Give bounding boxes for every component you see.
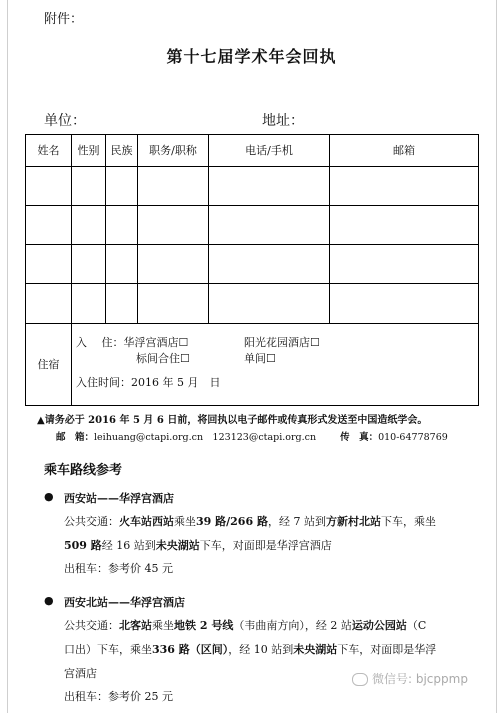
table-row: [26, 284, 479, 323]
unit-label: 单位：: [44, 113, 86, 129]
route2-line1: 公共交通：北客站乘坐地铁 2 号线（韦曲南方向），经 2 站运动公园站（C: [64, 619, 427, 632]
address-label: 地址：: [262, 113, 304, 129]
bullet-icon: ●: [44, 594, 54, 607]
lodging-options: [72, 323, 479, 406]
email-label: 邮 箱：: [56, 432, 95, 443]
gender-cell[interactable]: [72, 166, 106, 205]
page-edge-left: [7, 0, 8, 713]
name-cell[interactable]: [26, 245, 72, 284]
position-cell[interactable]: [138, 284, 209, 323]
email-cell[interactable]: [330, 245, 479, 284]
page-title: 第十七届学术年会回执: [166, 47, 337, 66]
lodging-shared-room[interactable]: 标间合住☐: [136, 351, 190, 365]
phone-cell[interactable]: [209, 166, 330, 205]
name-cell[interactable]: [26, 166, 72, 205]
phone-cell[interactable]: [209, 245, 330, 284]
contact-line: [56, 429, 448, 443]
position-cell[interactable]: [138, 206, 209, 245]
gender-cell[interactable]: [72, 245, 106, 284]
lodging-hotel-2[interactable]: 阳光花园酒店☐: [244, 335, 320, 349]
wechat-icon: [352, 673, 368, 686]
registration-table: [25, 134, 479, 406]
phone-cell[interactable]: [209, 284, 330, 323]
fax-value: 010-64778769: [378, 432, 448, 443]
route-heading: 乘车路线参考: [44, 463, 123, 478]
name-cell[interactable]: [26, 284, 72, 323]
table-row: [26, 245, 479, 284]
email-cell[interactable]: [330, 166, 479, 205]
route1-line1: 公共交通：火车站西站乘坐39 路/266 路，经 7 站到方新村北站下车，乘坐: [64, 515, 436, 528]
phone-cell[interactable]: [209, 206, 330, 245]
ethnicity-cell[interactable]: [106, 284, 138, 323]
name-cell[interactable]: [26, 206, 72, 245]
gender-cell[interactable]: [72, 284, 106, 323]
attachment-label: 附件：: [44, 12, 84, 27]
watermark: 微信号: bjcppmp: [352, 670, 468, 687]
route1-station: 西安站——华浮宫酒店: [64, 492, 174, 505]
email-cell[interactable]: [330, 284, 479, 323]
position-cell[interactable]: [138, 245, 209, 284]
ethnicity-cell[interactable]: [106, 245, 138, 284]
position-cell[interactable]: [138, 166, 209, 205]
table-header-row: [26, 135, 479, 167]
table-row: [26, 206, 479, 245]
email-value: leihuang@ctapi.org.cn 123123@ctapi.org.cn: [94, 432, 317, 443]
route1-line2: 509 路经 16 站到未央湖站下车，对面即是华浮宫酒店: [64, 539, 332, 552]
route2-line2: 口出）下车，乘坐336 路（区间），经 10 站到未央湖站下车，对面即是华浮: [64, 643, 437, 656]
header-email: 邮箱: [330, 135, 479, 167]
lodging-checkin-date[interactable]: 入住时间：2016 年 5 月 日: [76, 375, 221, 389]
gender-cell[interactable]: [72, 206, 106, 245]
route2-line3: 宫酒店: [64, 667, 97, 680]
ethnicity-cell[interactable]: [106, 166, 138, 205]
fax-label: 传 真：: [340, 432, 379, 443]
bullet-icon: ●: [44, 490, 54, 503]
lodging-checkin-hotel-1[interactable]: 入 住：华浮宫酒店☐: [76, 335, 189, 349]
route1-taxi: 出租车：参考价 45 元: [64, 562, 173, 575]
header-phone: 电话/手机: [209, 135, 330, 167]
lodging-row: [26, 323, 479, 406]
lodging-label: 住宿: [26, 323, 72, 406]
ethnicity-cell[interactable]: [106, 206, 138, 245]
route2-station: 西安北站——华浮宫酒店: [64, 596, 185, 609]
header-ethnicity: 民族: [106, 135, 138, 167]
table-row: [26, 166, 479, 205]
deadline-notice: ▲请务必于 2016 年 5 月 6 日前，将回执以电子邮件或传真形式发送至中国造纸学会。: [37, 415, 428, 426]
page-edge-right: [496, 0, 497, 713]
lodging-single-room[interactable]: 单间☐: [244, 351, 276, 365]
route2-taxi: 出租车：参考价 25 元: [64, 690, 173, 703]
header-gender: 性别: [72, 135, 106, 167]
header-name: 姓名: [26, 135, 72, 167]
email-cell[interactable]: [330, 206, 479, 245]
header-position: 职务/职称: [138, 135, 209, 167]
